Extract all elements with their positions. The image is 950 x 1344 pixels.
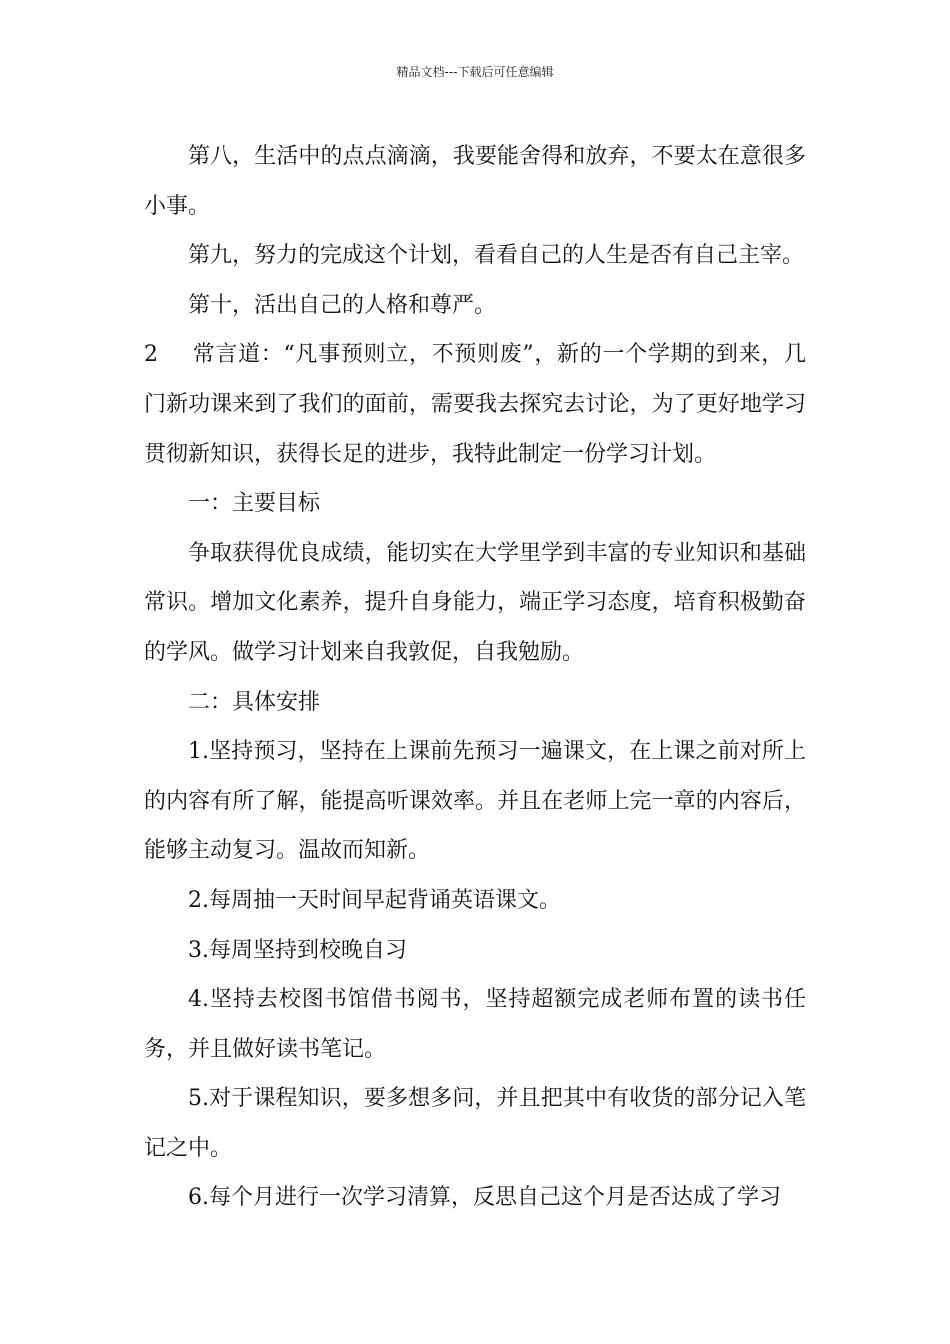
paragraph-tenth: 第十，活出自己的人格和尊严。 xyxy=(188,292,497,318)
plan-heading: 二：具体安排 xyxy=(188,689,321,715)
plan-item-1: 1.坚持预习，坚持在上课前先预习一遍课文，在上课之前对所上的内容有所了解，能提高听课效率。并且在老师上完一章的内容后，能够主动复习。温故而知新。 xyxy=(144,739,806,864)
section-2-paragraph xyxy=(144,330,806,479)
plan-item-6: 6.每个月进行一次学习清算，反思自己这个月是否达成了学习 xyxy=(188,1185,781,1211)
section-number: 2 xyxy=(144,342,158,368)
plan-item-3: 3.每周坚持到校晚自习 xyxy=(188,937,407,963)
plan-item-4: 4.坚持去校图书馆借书阅书，坚持超额完成老师布置的读书任务，并且做好读书笔记。 xyxy=(144,987,806,1062)
paragraph-ninth: 第九，努力的完成这个计划，看看自己的人生是否有自己主宰。 xyxy=(188,243,805,269)
plan-item-2: 2.每周抽一天时间早起背诵英语课文。 xyxy=(188,887,561,913)
plan-item-5: 5.对于课程知识，要多想多问，并且把其中有收货的部分记入笔记之中。 xyxy=(144,1086,806,1161)
page-header: 精品文档---下载后可任意编辑 xyxy=(396,65,554,79)
document-body xyxy=(144,132,806,1223)
goal-paragraph: 争取获得优良成绩，能切实在大学里学到丰富的专业知识和基础常识。增加文化素养，提升自身能力，端正学习态度，培育积极勤奋的学风。做学习计划来自我敦促，自我勉励。 xyxy=(144,540,806,665)
goal-heading: 一：主要目标 xyxy=(188,491,321,517)
section-text: 常言道：“凡事预则立，不预则废”，新的一个学期的到来，几门新功课来到了我们的面前，需要我去探究去讨论，为了更好地学习贯彻新知识，获得长足的进步，我特此制定一份学习计划。 xyxy=(144,342,806,467)
paragraph-eighth: 第八，生活中的点点滴滴，我要能舍得和放弃，不要太在意很多小事。 xyxy=(144,144,806,219)
